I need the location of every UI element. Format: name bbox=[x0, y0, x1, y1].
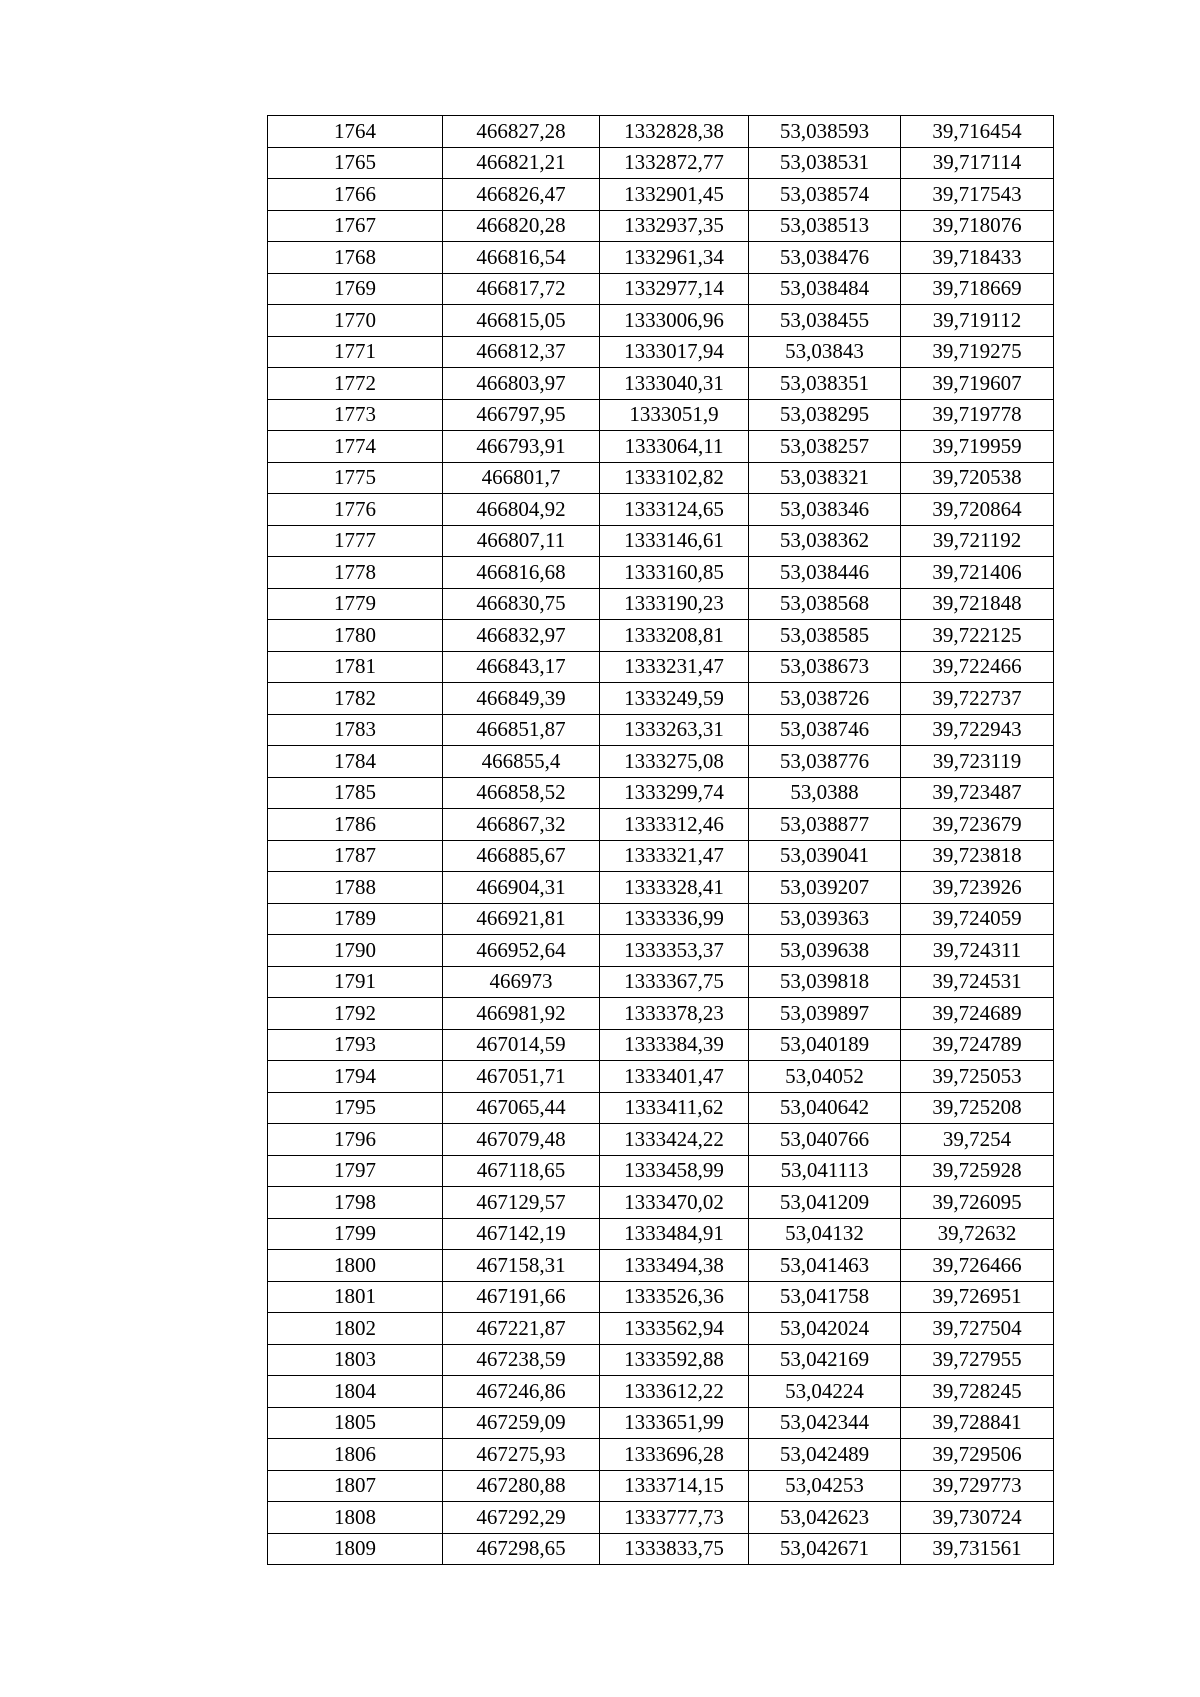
table-row bbox=[268, 179, 1054, 211]
table-row bbox=[268, 494, 1054, 526]
longitude-cell: 39,724689 bbox=[901, 998, 1054, 1030]
point-number-cell: 1787 bbox=[268, 840, 443, 872]
y-coordinate-cell: 1333064,11 bbox=[600, 431, 749, 463]
point-number-cell: 1774 bbox=[268, 431, 443, 463]
point-number-cell: 1807 bbox=[268, 1470, 443, 1502]
y-coordinate-cell: 1333190,23 bbox=[600, 588, 749, 620]
x-coordinate-cell: 466885,67 bbox=[443, 840, 600, 872]
table-row bbox=[268, 903, 1054, 935]
x-coordinate-cell: 466807,11 bbox=[443, 525, 600, 557]
longitude-cell: 39,719112 bbox=[901, 305, 1054, 337]
point-number-cell: 1781 bbox=[268, 651, 443, 683]
table-row bbox=[268, 588, 1054, 620]
latitude-cell: 53,038877 bbox=[749, 809, 901, 841]
latitude-cell: 53,040642 bbox=[749, 1092, 901, 1124]
table-row bbox=[268, 966, 1054, 998]
table-row bbox=[268, 1407, 1054, 1439]
table-row bbox=[268, 557, 1054, 589]
x-coordinate-cell: 467118,65 bbox=[443, 1155, 600, 1187]
x-coordinate-cell: 466826,47 bbox=[443, 179, 600, 211]
y-coordinate-cell: 1333263,31 bbox=[600, 714, 749, 746]
table-row bbox=[268, 368, 1054, 400]
point-number-cell: 1776 bbox=[268, 494, 443, 526]
latitude-cell: 53,038346 bbox=[749, 494, 901, 526]
longitude-cell: 39,723818 bbox=[901, 840, 1054, 872]
y-coordinate-cell: 1333160,85 bbox=[600, 557, 749, 589]
latitude-cell: 53,038673 bbox=[749, 651, 901, 683]
x-coordinate-cell: 467221,87 bbox=[443, 1313, 600, 1345]
point-number-cell: 1780 bbox=[268, 620, 443, 652]
point-number-cell: 1786 bbox=[268, 809, 443, 841]
longitude-cell: 39,721848 bbox=[901, 588, 1054, 620]
table-row bbox=[268, 998, 1054, 1030]
point-number-cell: 1779 bbox=[268, 588, 443, 620]
table-row bbox=[268, 1281, 1054, 1313]
table-row bbox=[268, 399, 1054, 431]
x-coordinate-cell: 467014,59 bbox=[443, 1029, 600, 1061]
table-row bbox=[268, 1250, 1054, 1282]
table-row bbox=[268, 116, 1054, 148]
coordinates-table bbox=[267, 115, 1054, 1565]
point-number-cell: 1789 bbox=[268, 903, 443, 935]
longitude-cell: 39,717543 bbox=[901, 179, 1054, 211]
y-coordinate-cell: 1332872,77 bbox=[600, 147, 749, 179]
table-row bbox=[268, 809, 1054, 841]
x-coordinate-cell: 467259,09 bbox=[443, 1407, 600, 1439]
y-coordinate-cell: 1333562,94 bbox=[600, 1313, 749, 1345]
point-number-cell: 1777 bbox=[268, 525, 443, 557]
latitude-cell: 53,040189 bbox=[749, 1029, 901, 1061]
longitude-cell: 39,722943 bbox=[901, 714, 1054, 746]
x-coordinate-cell: 467275,93 bbox=[443, 1439, 600, 1471]
latitude-cell: 53,039041 bbox=[749, 840, 901, 872]
y-coordinate-cell: 1333777,73 bbox=[600, 1502, 749, 1534]
point-number-cell: 1788 bbox=[268, 872, 443, 904]
x-coordinate-cell: 466801,7 bbox=[443, 462, 600, 494]
point-number-cell: 1783 bbox=[268, 714, 443, 746]
longitude-cell: 39,7254 bbox=[901, 1124, 1054, 1156]
x-coordinate-cell: 467079,48 bbox=[443, 1124, 600, 1156]
latitude-cell: 53,038484 bbox=[749, 273, 901, 305]
x-coordinate-cell: 466843,17 bbox=[443, 651, 600, 683]
latitude-cell: 53,038362 bbox=[749, 525, 901, 557]
point-number-cell: 1806 bbox=[268, 1439, 443, 1471]
table-row bbox=[268, 1155, 1054, 1187]
table-row bbox=[268, 935, 1054, 967]
longitude-cell: 39,723679 bbox=[901, 809, 1054, 841]
x-coordinate-cell: 467292,29 bbox=[443, 1502, 600, 1534]
table-row bbox=[268, 1533, 1054, 1565]
latitude-cell: 53,038593 bbox=[749, 116, 901, 148]
longitude-cell: 39,726095 bbox=[901, 1187, 1054, 1219]
longitude-cell: 39,723926 bbox=[901, 872, 1054, 904]
y-coordinate-cell: 1333714,15 bbox=[600, 1470, 749, 1502]
longitude-cell: 39,724531 bbox=[901, 966, 1054, 998]
longitude-cell: 39,722125 bbox=[901, 620, 1054, 652]
y-coordinate-cell: 1333275,08 bbox=[600, 746, 749, 778]
point-number-cell: 1793 bbox=[268, 1029, 443, 1061]
y-coordinate-cell: 1333146,61 bbox=[600, 525, 749, 557]
longitude-cell: 39,730724 bbox=[901, 1502, 1054, 1534]
y-coordinate-cell: 1333321,47 bbox=[600, 840, 749, 872]
longitude-cell: 39,720864 bbox=[901, 494, 1054, 526]
y-coordinate-cell: 1332828,38 bbox=[600, 116, 749, 148]
table-row bbox=[268, 305, 1054, 337]
latitude-cell: 53,03843 bbox=[749, 336, 901, 368]
x-coordinate-cell: 467129,57 bbox=[443, 1187, 600, 1219]
y-coordinate-cell: 1333401,47 bbox=[600, 1061, 749, 1093]
latitude-cell: 53,042169 bbox=[749, 1344, 901, 1376]
point-number-cell: 1795 bbox=[268, 1092, 443, 1124]
latitude-cell: 53,038476 bbox=[749, 242, 901, 274]
table-row bbox=[268, 147, 1054, 179]
point-number-cell: 1772 bbox=[268, 368, 443, 400]
longitude-cell: 39,717114 bbox=[901, 147, 1054, 179]
x-coordinate-cell: 466803,97 bbox=[443, 368, 600, 400]
latitude-cell: 53,038513 bbox=[749, 210, 901, 242]
latitude-cell: 53,042623 bbox=[749, 1502, 901, 1534]
latitude-cell: 53,041113 bbox=[749, 1155, 901, 1187]
point-number-cell: 1782 bbox=[268, 683, 443, 715]
y-coordinate-cell: 1333249,59 bbox=[600, 683, 749, 715]
y-coordinate-cell: 1333696,28 bbox=[600, 1439, 749, 1471]
latitude-cell: 53,04132 bbox=[749, 1218, 901, 1250]
x-coordinate-cell: 466830,75 bbox=[443, 588, 600, 620]
point-number-cell: 1809 bbox=[268, 1533, 443, 1565]
y-coordinate-cell: 1333384,39 bbox=[600, 1029, 749, 1061]
longitude-cell: 39,725208 bbox=[901, 1092, 1054, 1124]
point-number-cell: 1805 bbox=[268, 1407, 443, 1439]
longitude-cell: 39,718433 bbox=[901, 242, 1054, 274]
point-number-cell: 1764 bbox=[268, 116, 443, 148]
latitude-cell: 53,038321 bbox=[749, 462, 901, 494]
x-coordinate-cell: 466952,64 bbox=[443, 935, 600, 967]
latitude-cell: 53,039363 bbox=[749, 903, 901, 935]
latitude-cell: 53,038531 bbox=[749, 147, 901, 179]
x-coordinate-cell: 466820,28 bbox=[443, 210, 600, 242]
point-number-cell: 1792 bbox=[268, 998, 443, 1030]
longitude-cell: 39,723119 bbox=[901, 746, 1054, 778]
y-coordinate-cell: 1333102,82 bbox=[600, 462, 749, 494]
table-row bbox=[268, 777, 1054, 809]
x-coordinate-cell: 466904,31 bbox=[443, 872, 600, 904]
point-number-cell: 1799 bbox=[268, 1218, 443, 1250]
x-coordinate-cell: 466804,92 bbox=[443, 494, 600, 526]
x-coordinate-cell: 466867,32 bbox=[443, 809, 600, 841]
longitude-cell: 39,722737 bbox=[901, 683, 1054, 715]
longitude-cell: 39,72632 bbox=[901, 1218, 1054, 1250]
y-coordinate-cell: 1332977,14 bbox=[600, 273, 749, 305]
x-coordinate-cell: 466849,39 bbox=[443, 683, 600, 715]
latitude-cell: 53,039897 bbox=[749, 998, 901, 1030]
x-coordinate-cell: 467191,66 bbox=[443, 1281, 600, 1313]
x-coordinate-cell: 466816,68 bbox=[443, 557, 600, 589]
point-number-cell: 1791 bbox=[268, 966, 443, 998]
point-number-cell: 1802 bbox=[268, 1313, 443, 1345]
point-number-cell: 1796 bbox=[268, 1124, 443, 1156]
y-coordinate-cell: 1333208,81 bbox=[600, 620, 749, 652]
table-row bbox=[268, 525, 1054, 557]
x-coordinate-cell: 467051,71 bbox=[443, 1061, 600, 1093]
longitude-cell: 39,727504 bbox=[901, 1313, 1054, 1345]
latitude-cell: 53,038568 bbox=[749, 588, 901, 620]
y-coordinate-cell: 1333612,22 bbox=[600, 1376, 749, 1408]
latitude-cell: 53,041463 bbox=[749, 1250, 901, 1282]
y-coordinate-cell: 1333458,99 bbox=[600, 1155, 749, 1187]
point-number-cell: 1803 bbox=[268, 1344, 443, 1376]
longitude-cell: 39,728841 bbox=[901, 1407, 1054, 1439]
longitude-cell: 39,719959 bbox=[901, 431, 1054, 463]
y-coordinate-cell: 1333651,99 bbox=[600, 1407, 749, 1439]
x-coordinate-cell: 466827,28 bbox=[443, 116, 600, 148]
latitude-cell: 53,039207 bbox=[749, 872, 901, 904]
latitude-cell: 53,04253 bbox=[749, 1470, 901, 1502]
table-row bbox=[268, 746, 1054, 778]
latitude-cell: 53,040766 bbox=[749, 1124, 901, 1156]
longitude-cell: 39,731561 bbox=[901, 1533, 1054, 1565]
table-row bbox=[268, 1344, 1054, 1376]
longitude-cell: 39,725053 bbox=[901, 1061, 1054, 1093]
x-coordinate-cell: 466815,05 bbox=[443, 305, 600, 337]
table-row bbox=[268, 462, 1054, 494]
latitude-cell: 53,038574 bbox=[749, 179, 901, 211]
point-number-cell: 1775 bbox=[268, 462, 443, 494]
x-coordinate-cell: 467246,86 bbox=[443, 1376, 600, 1408]
x-coordinate-cell: 467298,65 bbox=[443, 1533, 600, 1565]
table-row bbox=[268, 620, 1054, 652]
y-coordinate-cell: 1333040,31 bbox=[600, 368, 749, 400]
table-row bbox=[268, 1439, 1054, 1471]
latitude-cell: 53,04224 bbox=[749, 1376, 901, 1408]
y-coordinate-cell: 1333592,88 bbox=[600, 1344, 749, 1376]
latitude-cell: 53,0388 bbox=[749, 777, 901, 809]
longitude-cell: 39,719607 bbox=[901, 368, 1054, 400]
x-coordinate-cell: 466817,72 bbox=[443, 273, 600, 305]
x-coordinate-cell: 467280,88 bbox=[443, 1470, 600, 1502]
y-coordinate-cell: 1333124,65 bbox=[600, 494, 749, 526]
latitude-cell: 53,038257 bbox=[749, 431, 901, 463]
table-row bbox=[268, 1218, 1054, 1250]
table-row bbox=[268, 210, 1054, 242]
x-coordinate-cell: 466832,97 bbox=[443, 620, 600, 652]
longitude-cell: 39,724789 bbox=[901, 1029, 1054, 1061]
y-coordinate-cell: 1333526,36 bbox=[600, 1281, 749, 1313]
table-row bbox=[268, 242, 1054, 274]
y-coordinate-cell: 1333051,9 bbox=[600, 399, 749, 431]
longitude-cell: 39,720538 bbox=[901, 462, 1054, 494]
longitude-cell: 39,722466 bbox=[901, 651, 1054, 683]
longitude-cell: 39,724059 bbox=[901, 903, 1054, 935]
longitude-cell: 39,729506 bbox=[901, 1439, 1054, 1471]
y-coordinate-cell: 1333231,47 bbox=[600, 651, 749, 683]
point-number-cell: 1773 bbox=[268, 399, 443, 431]
table-row bbox=[268, 1061, 1054, 1093]
x-coordinate-cell: 466855,4 bbox=[443, 746, 600, 778]
y-coordinate-cell: 1332901,45 bbox=[600, 179, 749, 211]
latitude-cell: 53,041758 bbox=[749, 1281, 901, 1313]
longitude-cell: 39,729773 bbox=[901, 1470, 1054, 1502]
table-row bbox=[268, 714, 1054, 746]
x-coordinate-cell: 466973 bbox=[443, 966, 600, 998]
longitude-cell: 39,721192 bbox=[901, 525, 1054, 557]
x-coordinate-cell: 466816,54 bbox=[443, 242, 600, 274]
y-coordinate-cell: 1333833,75 bbox=[600, 1533, 749, 1565]
table-row bbox=[268, 683, 1054, 715]
y-coordinate-cell: 1333328,41 bbox=[600, 872, 749, 904]
x-coordinate-cell: 467065,44 bbox=[443, 1092, 600, 1124]
y-coordinate-cell: 1333470,02 bbox=[600, 1187, 749, 1219]
y-coordinate-cell: 1333336,99 bbox=[600, 903, 749, 935]
x-coordinate-cell: 466797,95 bbox=[443, 399, 600, 431]
longitude-cell: 39,728245 bbox=[901, 1376, 1054, 1408]
point-number-cell: 1801 bbox=[268, 1281, 443, 1313]
latitude-cell: 53,042024 bbox=[749, 1313, 901, 1345]
latitude-cell: 53,038746 bbox=[749, 714, 901, 746]
latitude-cell: 53,042671 bbox=[749, 1533, 901, 1565]
table-row bbox=[268, 1376, 1054, 1408]
longitude-cell: 39,723487 bbox=[901, 777, 1054, 809]
latitude-cell: 53,038446 bbox=[749, 557, 901, 589]
latitude-cell: 53,04052 bbox=[749, 1061, 901, 1093]
longitude-cell: 39,726466 bbox=[901, 1250, 1054, 1282]
y-coordinate-cell: 1333006,96 bbox=[600, 305, 749, 337]
latitude-cell: 53,041209 bbox=[749, 1187, 901, 1219]
latitude-cell: 53,039818 bbox=[749, 966, 901, 998]
y-coordinate-cell: 1333299,74 bbox=[600, 777, 749, 809]
y-coordinate-cell: 1333353,37 bbox=[600, 935, 749, 967]
point-number-cell: 1790 bbox=[268, 935, 443, 967]
table-row bbox=[268, 1187, 1054, 1219]
x-coordinate-cell: 467142,19 bbox=[443, 1218, 600, 1250]
point-number-cell: 1797 bbox=[268, 1155, 443, 1187]
table-row bbox=[268, 431, 1054, 463]
longitude-cell: 39,719778 bbox=[901, 399, 1054, 431]
longitude-cell: 39,724311 bbox=[901, 935, 1054, 967]
longitude-cell: 39,718076 bbox=[901, 210, 1054, 242]
x-coordinate-cell: 466858,52 bbox=[443, 777, 600, 809]
table-row bbox=[268, 840, 1054, 872]
latitude-cell: 53,038585 bbox=[749, 620, 901, 652]
table-row bbox=[268, 1470, 1054, 1502]
y-coordinate-cell: 1333424,22 bbox=[600, 1124, 749, 1156]
point-number-cell: 1808 bbox=[268, 1502, 443, 1534]
latitude-cell: 53,039638 bbox=[749, 935, 901, 967]
table-row bbox=[268, 336, 1054, 368]
y-coordinate-cell: 1333378,23 bbox=[600, 998, 749, 1030]
y-coordinate-cell: 1333494,38 bbox=[600, 1250, 749, 1282]
x-coordinate-cell: 466981,92 bbox=[443, 998, 600, 1030]
x-coordinate-cell: 466793,91 bbox=[443, 431, 600, 463]
y-coordinate-cell: 1333312,46 bbox=[600, 809, 749, 841]
latitude-cell: 53,038455 bbox=[749, 305, 901, 337]
point-number-cell: 1804 bbox=[268, 1376, 443, 1408]
coordinates-table-body bbox=[268, 116, 1054, 1565]
point-number-cell: 1770 bbox=[268, 305, 443, 337]
longitude-cell: 39,725928 bbox=[901, 1155, 1054, 1187]
y-coordinate-cell: 1332961,34 bbox=[600, 242, 749, 274]
table-row bbox=[268, 1124, 1054, 1156]
x-coordinate-cell: 467158,31 bbox=[443, 1250, 600, 1282]
point-number-cell: 1767 bbox=[268, 210, 443, 242]
point-number-cell: 1794 bbox=[268, 1061, 443, 1093]
point-number-cell: 1765 bbox=[268, 147, 443, 179]
point-number-cell: 1768 bbox=[268, 242, 443, 274]
table-row bbox=[268, 273, 1054, 305]
longitude-cell: 39,721406 bbox=[901, 557, 1054, 589]
x-coordinate-cell: 467238,59 bbox=[443, 1344, 600, 1376]
table-row bbox=[268, 1092, 1054, 1124]
table-row bbox=[268, 1029, 1054, 1061]
point-number-cell: 1771 bbox=[268, 336, 443, 368]
latitude-cell: 53,038351 bbox=[749, 368, 901, 400]
longitude-cell: 39,716454 bbox=[901, 116, 1054, 148]
y-coordinate-cell: 1333411,62 bbox=[600, 1092, 749, 1124]
latitude-cell: 53,038295 bbox=[749, 399, 901, 431]
x-coordinate-cell: 466851,87 bbox=[443, 714, 600, 746]
y-coordinate-cell: 1333484,91 bbox=[600, 1218, 749, 1250]
table-row bbox=[268, 1502, 1054, 1534]
y-coordinate-cell: 1333017,94 bbox=[600, 336, 749, 368]
x-coordinate-cell: 466812,37 bbox=[443, 336, 600, 368]
latitude-cell: 53,038776 bbox=[749, 746, 901, 778]
table-row bbox=[268, 651, 1054, 683]
latitude-cell: 53,042489 bbox=[749, 1439, 901, 1471]
point-number-cell: 1766 bbox=[268, 179, 443, 211]
point-number-cell: 1778 bbox=[268, 557, 443, 589]
longitude-cell: 39,726951 bbox=[901, 1281, 1054, 1313]
latitude-cell: 53,038726 bbox=[749, 683, 901, 715]
point-number-cell: 1785 bbox=[268, 777, 443, 809]
latitude-cell: 53,042344 bbox=[749, 1407, 901, 1439]
y-coordinate-cell: 1332937,35 bbox=[600, 210, 749, 242]
x-coordinate-cell: 466821,21 bbox=[443, 147, 600, 179]
point-number-cell: 1784 bbox=[268, 746, 443, 778]
table-row bbox=[268, 1313, 1054, 1345]
longitude-cell: 39,719275 bbox=[901, 336, 1054, 368]
longitude-cell: 39,727955 bbox=[901, 1344, 1054, 1376]
x-coordinate-cell: 466921,81 bbox=[443, 903, 600, 935]
y-coordinate-cell: 1333367,75 bbox=[600, 966, 749, 998]
table-row bbox=[268, 872, 1054, 904]
point-number-cell: 1769 bbox=[268, 273, 443, 305]
point-number-cell: 1798 bbox=[268, 1187, 443, 1219]
point-number-cell: 1800 bbox=[268, 1250, 443, 1282]
longitude-cell: 39,718669 bbox=[901, 273, 1054, 305]
